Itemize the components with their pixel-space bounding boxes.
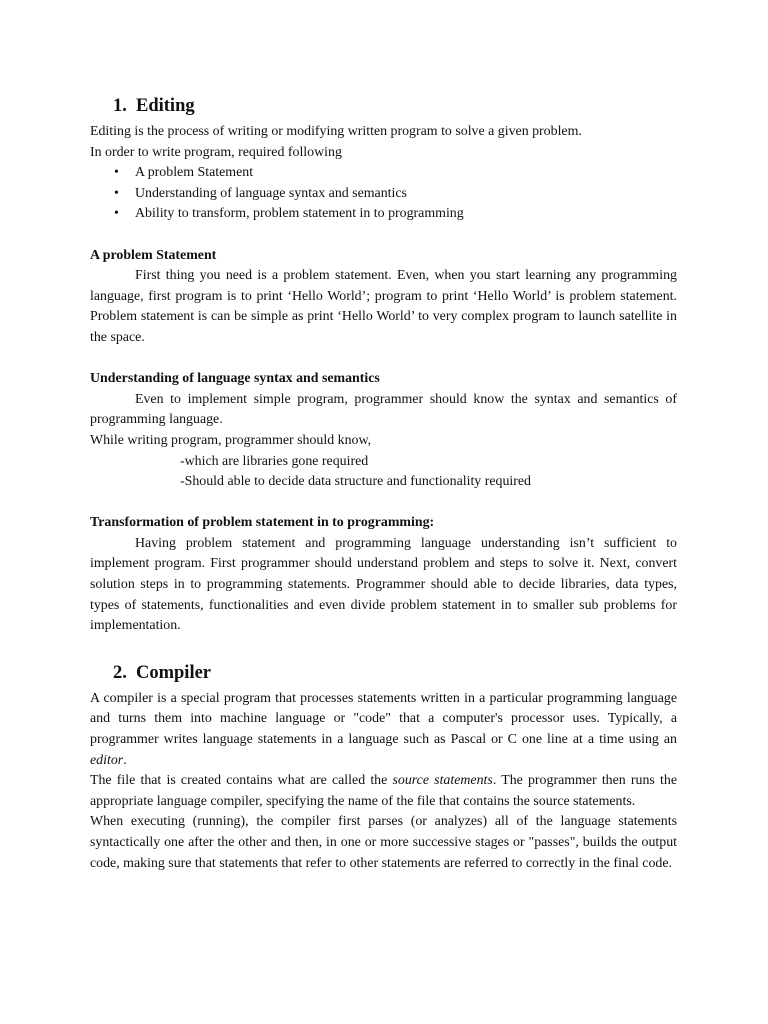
editing-requirements-intro: In order to write program, required following — [90, 144, 342, 160]
subheading-problem-statement: A problem Statement — [90, 247, 217, 263]
subheading-syntax-semantics: Understanding of language syntax and semantics — [90, 371, 380, 387]
list-item: • Understanding of language syntax and semantics — [90, 184, 677, 205]
editing-definition: Editing is the process of writing or modifying written program to solve a given problem. — [90, 124, 582, 139]
section-heading-editing — [90, 94, 677, 118]
requirements-list — [90, 163, 677, 225]
subheading-transformation: Transformation of problem statement in to programming: — [90, 515, 435, 531]
section-heading-compiler — [90, 661, 677, 685]
compiler-paragraph-1: A compiler is a special program that processes statements written in a particular programming language and turns them into machine language or "code" that a computer's processor uses. Typically, a programmer writes language statements in a language such as Pascal or C one line at a time using an editor. — [90, 690, 677, 768]
document-content — [90, 94, 677, 874]
problem-statement-paragraph: First thing you need is a problem statement. Even, when you start learning any programming language, first program is to print ‘Hello World’; program to print ‘Hello World’ is problem statement. Problem statement is can be simple as print ‘Hello World’ to very complex program to launch satellite in the space. — [90, 268, 677, 345]
section-title: Compiler — [136, 662, 212, 683]
compiler-paragraph-3: When executing (running), the compiler first parses (or analyzes) all of the language statements syntactically one after the other and then, in one or more successive stages or "passes", builds the output code, making sure that statements that refer to other statements are referred to correctly in the final code. — [90, 814, 677, 871]
syntax-semantics-paragraph: Even to implement simple program, programmer should know the syntax and semantics of programming language. — [90, 391, 677, 428]
list-item: • Ability to transform, problem statement in to programming — [90, 204, 677, 225]
section-number: 1. — [113, 96, 127, 116]
knowledge-item: -Should able to decide data structure and functionality required — [180, 474, 532, 490]
section-title: Editing — [136, 96, 195, 116]
transformation-paragraph: Having problem statement and programming language understanding isn’t sufficient to implement program. First programmer should understand problem and steps to solve it. Next, convert solution steps in to programming statements. Programmer should able to decide libraries, data types, types of statements, functionalities and even divide problem statement in to smaller sub problems for implementation. — [90, 535, 677, 634]
compiler-paragraph-2: The file that is created contains what are called the source statements. The programmer then runs the appropriate language compiler, specifying the name of the file that contains the source statements. — [90, 773, 677, 809]
while-writing-line: While writing program, programmer should know, — [90, 432, 372, 448]
section-number: 2. — [113, 662, 127, 683]
knowledge-item: -which are libraries gone required — [180, 453, 369, 469]
list-item: • A problem Statement — [90, 163, 677, 184]
